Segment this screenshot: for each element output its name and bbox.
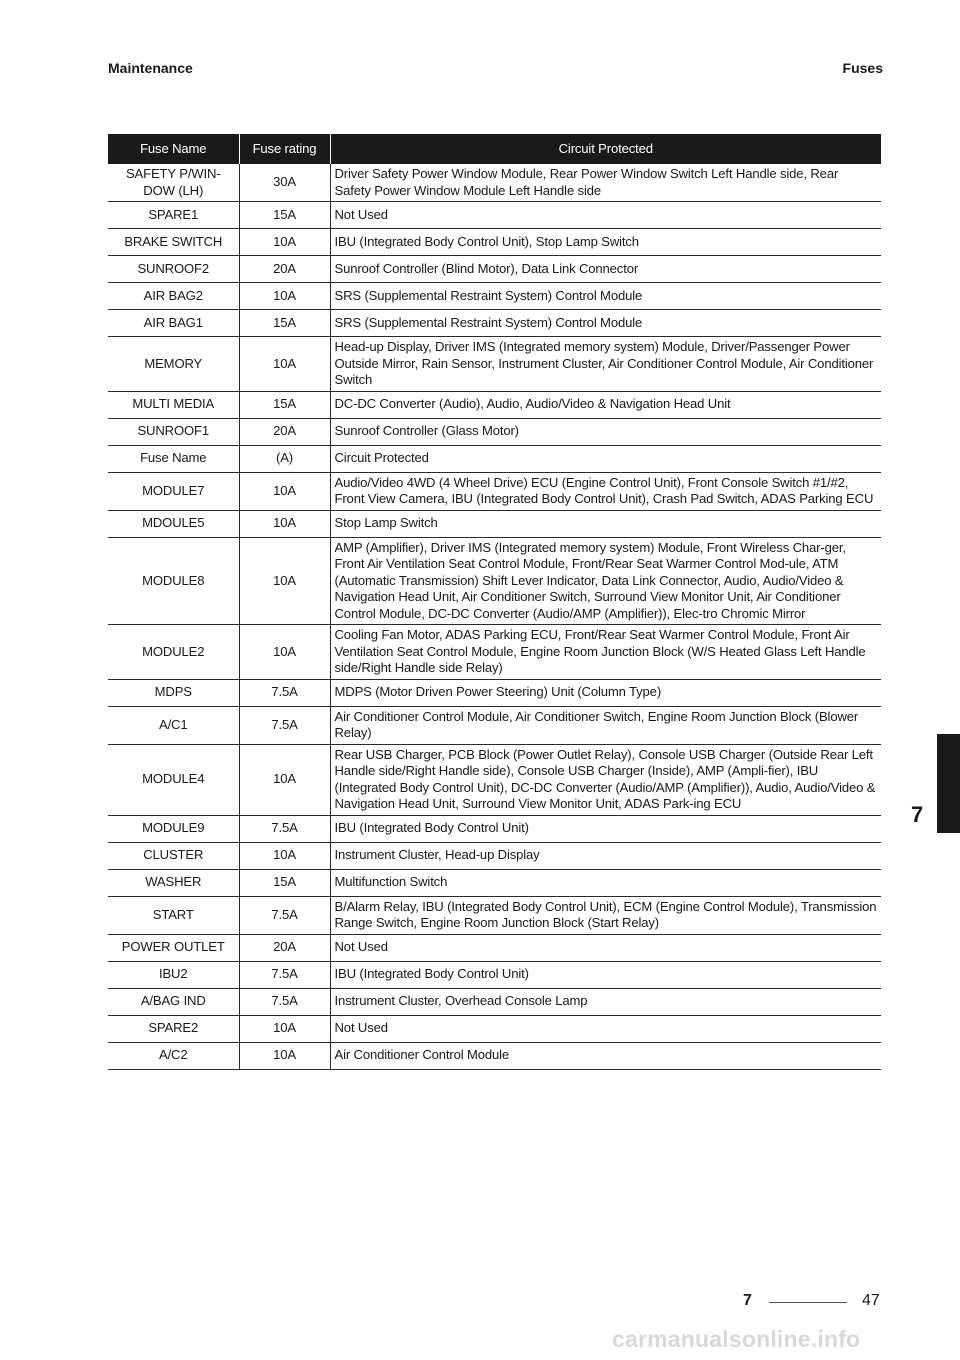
- circuit-cell: Air Conditioner Control Module: [330, 1042, 881, 1069]
- fuse-name-cell: MODULE4: [108, 744, 239, 815]
- fuse-name-cell: MEMORY: [108, 337, 239, 392]
- circuit-cell: B/Alarm Relay, IBU (Integrated Body Control Unit), ECM (Engine Control Module), Transmission Range Switch, Engine Room Junction Block (Start Relay): [330, 896, 881, 934]
- table-row: [108, 445, 881, 472]
- table-row: [108, 934, 881, 961]
- fuse-name-cell: IBU2: [108, 961, 239, 988]
- fuse-rating-cell: 15A: [239, 310, 330, 337]
- fuse-name-cell: MULTI MEDIA: [108, 391, 239, 418]
- fuse-name-cell: POWER OUTLET: [108, 934, 239, 961]
- table-row: [108, 679, 881, 706]
- table-row: [108, 202, 881, 229]
- table-row: [108, 896, 881, 934]
- fuse-rating-cell: 10A: [239, 625, 330, 680]
- column-header-fuse-rating: Fuse rating: [239, 134, 330, 164]
- table-body: [108, 164, 881, 1069]
- fuse-name-cell: AIR BAG1: [108, 310, 239, 337]
- table-row: [108, 842, 881, 869]
- watermark: carmanualsonline.info: [612, 1326, 861, 1352]
- fuse-rating-cell: 10A: [239, 744, 330, 815]
- circuit-cell: SRS (Supplemental Restraint System) Control Module: [330, 310, 881, 337]
- circuit-cell: Air Conditioner Control Module, Air Conditioner Switch, Engine Room Junction Block (Blower Relay): [330, 706, 881, 744]
- circuit-cell: Cooling Fan Motor, ADAS Parking ECU, Front/Rear Seat Warmer Control Module, Front Air Ventilation Seat Control Module, Engine Room Junction Block (W/S Heated Glass Left Handle side/Right Handle side Relay): [330, 625, 881, 680]
- fuse-rating-cell: 7.5A: [239, 896, 330, 934]
- fuse-name-cell: WASHER: [108, 869, 239, 896]
- fuse-rating-cell: 10A: [239, 229, 330, 256]
- footer-divider: [769, 1302, 847, 1303]
- table-header-row: [108, 134, 881, 164]
- table-row: [108, 164, 881, 202]
- fuse-rating-cell: 7.5A: [239, 988, 330, 1015]
- table-row: [108, 391, 881, 418]
- circuit-cell: Sunroof Controller (Blind Motor), Data Link Connector: [330, 256, 881, 283]
- fuse-name-cell: A/C2: [108, 1042, 239, 1069]
- fuse-rating-cell: 10A: [239, 537, 330, 625]
- circuit-cell: MDPS (Motor Driven Power Steering) Unit (Column Type): [330, 679, 881, 706]
- circuit-cell: IBU (Integrated Body Control Unit): [330, 815, 881, 842]
- fuse-rating-cell: 20A: [239, 256, 330, 283]
- table-row: [108, 418, 881, 445]
- circuit-cell: Sunroof Controller (Glass Motor): [330, 418, 881, 445]
- fuse-name-cell: START: [108, 896, 239, 934]
- circuit-cell: Stop Lamp Switch: [330, 510, 881, 537]
- fuse-name-cell: SPARE1: [108, 202, 239, 229]
- circuit-cell: Not Used: [330, 1015, 881, 1042]
- fuse-rating-cell: 10A: [239, 510, 330, 537]
- fuse-rating-cell: 10A: [239, 1015, 330, 1042]
- fuse-name-cell: SAFETY P/WIN- DOW (LH): [108, 164, 239, 202]
- table-row: [108, 229, 881, 256]
- fuse-rating-cell: 7.5A: [239, 961, 330, 988]
- fuse-rating-cell: 7.5A: [239, 815, 330, 842]
- table-row: [108, 744, 881, 815]
- fuse-name-cell: AIR BAG2: [108, 283, 239, 310]
- chapter-side-tab: [937, 734, 960, 833]
- circuit-cell: Instrument Cluster, Head-up Display: [330, 842, 881, 869]
- fuse-name-cell: Fuse Name: [108, 445, 239, 472]
- table-row: [108, 961, 881, 988]
- table-row: [108, 337, 881, 392]
- fuse-rating-cell: 30A: [239, 164, 330, 202]
- table-row: [108, 283, 881, 310]
- circuit-cell: Multifunction Switch: [330, 869, 881, 896]
- table-row: [108, 537, 881, 625]
- table-row: [108, 988, 881, 1015]
- fuse-rating-cell: 20A: [239, 934, 330, 961]
- fuse-rating-cell: 10A: [239, 842, 330, 869]
- circuit-cell: Rear USB Charger, PCB Block (Power Outlet Relay), Console USB Charger (Outside Rear Left Handle side/Right Handle side), Console USB Charger (Inside), AMP (Ampli-fier), IBU (Integrated Body Control Unit), DC-DC Converter (Audio/AMP (Amplifier)), Audio, Audio/Video & Navigation Head Unit, Surround View Monitor Unit, ADAS Park-ing ECU: [330, 744, 881, 815]
- chapter-side-tab-number: 7: [911, 802, 924, 827]
- table-row: [108, 869, 881, 896]
- fuse-name-cell: MODULE2: [108, 625, 239, 680]
- fuse-name-cell: A/C1: [108, 706, 239, 744]
- fuse-rating-cell: 15A: [239, 391, 330, 418]
- circuit-cell: Driver Safety Power Window Module, Rear Power Window Switch Left Handle side, Rear Safety Power Window Module Left Handle side: [330, 164, 881, 202]
- fuse-rating-cell: 15A: [239, 202, 330, 229]
- fuse-rating-cell: 20A: [239, 418, 330, 445]
- fuse-name-cell: MDOULE5: [108, 510, 239, 537]
- circuit-cell: DC-DC Converter (Audio), Audio, Audio/Video & Navigation Head Unit: [330, 391, 881, 418]
- table-row: [108, 815, 881, 842]
- table-row: [108, 310, 881, 337]
- fuse-rating-cell: 15A: [239, 869, 330, 896]
- circuit-cell: Not Used: [330, 202, 881, 229]
- circuit-cell: Audio/Video 4WD (4 Wheel Drive) ECU (Engine Control Unit), Front Console Switch #1/#2, Front View Camera, IBU (Integrated Body Control Unit), Crash Pad Switch, ADAS Parking ECU: [330, 472, 881, 510]
- fuse-name-cell: MODULE8: [108, 537, 239, 625]
- fuse-name-cell: BRAKE SWITCH: [108, 229, 239, 256]
- fuse-rating-cell: 7.5A: [239, 679, 330, 706]
- column-header-circuit: Circuit Protected: [330, 134, 881, 164]
- circuit-cell: IBU (Integrated Body Control Unit), Stop Lamp Switch: [330, 229, 881, 256]
- table-row: [108, 706, 881, 744]
- circuit-cell: Instrument Cluster, Overhead Console Lamp: [330, 988, 881, 1015]
- fuse-name-cell: CLUSTER: [108, 842, 239, 869]
- fuse-rating-cell: 10A: [239, 337, 330, 392]
- fuse-rating-cell: 10A: [239, 1042, 330, 1069]
- fuse-rating-cell: 10A: [239, 283, 330, 310]
- circuit-cell: Head-up Display, Driver IMS (Integrated memory system) Module, Driver/Passenger Power Outside Mirror, Rain Sensor, Instrument Cluster, Air Conditioner Control Module, Air Conditioner Switch: [330, 337, 881, 392]
- fuse-name-cell: MDPS: [108, 679, 239, 706]
- fuse-rating-cell: (A): [239, 445, 330, 472]
- topic-title: Fuses: [842, 60, 883, 76]
- circuit-cell: Not Used: [330, 934, 881, 961]
- table-row: [108, 1015, 881, 1042]
- column-header-fuse-name: Fuse Name: [108, 134, 239, 164]
- footer-page-number: 47: [862, 1292, 880, 1309]
- circuit-cell: Circuit Protected: [330, 445, 881, 472]
- table-row: [108, 510, 881, 537]
- fuse-name-cell: MODULE7: [108, 472, 239, 510]
- table-row: [108, 625, 881, 680]
- footer-chapter: 7: [743, 1292, 752, 1309]
- section-title: Maintenance: [108, 60, 193, 76]
- circuit-cell: IBU (Integrated Body Control Unit): [330, 961, 881, 988]
- table-row: [108, 1042, 881, 1069]
- fuse-rating-cell: 10A: [239, 472, 330, 510]
- fuse-name-cell: A/BAG IND: [108, 988, 239, 1015]
- fuse-name-cell: SPARE2: [108, 1015, 239, 1042]
- circuit-cell: SRS (Supplemental Restraint System) Control Module: [330, 283, 881, 310]
- circuit-cell: AMP (Amplifier), Driver IMS (Integrated memory system) Module, Front Wireless Char-ger, Front Air Ventilation Seat Control Module, Front/Rear Seat Warmer Control Mod-ule, ATM (Automatic Transmission) Shift Lever Indicator, Data Link Connector, Audio, Audio/Video & Navigation Head Unit, Air Conditioner Switch, Surround View Monitor Unit, Air Conditioner Control Module, DC-DC Converter (Audio/AMP (Amplifier)), Elec-tro Chromic Mirror: [330, 537, 881, 625]
- table-row: [108, 472, 881, 510]
- fuse-name-cell: MODULE9: [108, 815, 239, 842]
- fuse-name-cell: SUNROOF1: [108, 418, 239, 445]
- fuse-table: [108, 134, 881, 1070]
- fuse-rating-cell: 7.5A: [239, 706, 330, 744]
- fuse-name-cell: SUNROOF2: [108, 256, 239, 283]
- table-row: [108, 256, 881, 283]
